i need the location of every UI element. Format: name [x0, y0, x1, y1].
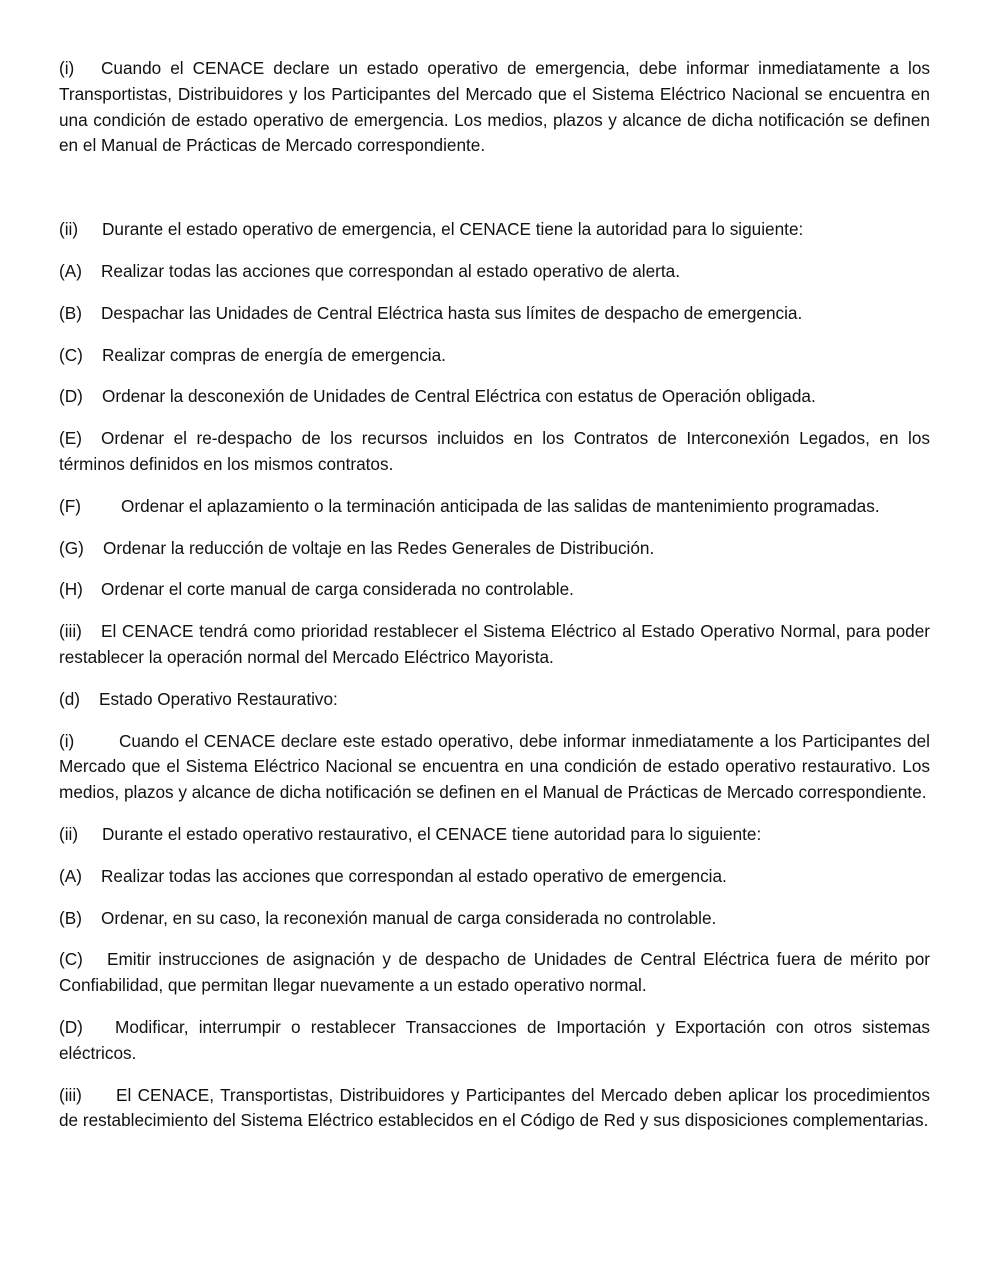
paragraph-label: (B): [59, 907, 82, 928]
paragraph-label: (D): [59, 1016, 83, 1037]
paragraph-label: (i): [59, 58, 75, 78]
paragraph-label: (C): [59, 344, 83, 365]
paragraph-emergency-h: [59, 577, 930, 603]
paragraph-emergency-f: [59, 494, 930, 520]
paragraph-text: Realizar todas las acciones que correspondan al estado operativo de alerta.: [101, 260, 681, 281]
paragraph-emergency-e: [59, 426, 930, 478]
paragraph-label: (iii): [59, 621, 82, 642]
paragraph-label: (ii): [59, 823, 79, 844]
paragraph-section-d: [59, 687, 930, 713]
paragraph-text: Cuando el CENACE declare este estado operativo, debe informar inmediatamente a los Participantes del Mercado que el Sistema Eléctrico Nacional se encuentra en una condición de estado operativo restaurativo. Los medios, plazos y alcance de dicha notificación se definen en el Manual de Prácticas de Mercado correspondiente.: [59, 730, 930, 803]
paragraph-restorative-b: [59, 906, 930, 932]
paragraph-text: Estado Operativo Restaurativo:: [99, 688, 338, 709]
paragraph-label: (E): [59, 428, 82, 449]
paragraph-text: Cuando el CENACE declare un estado operativo de emergencia, debe informar inmediatamente a los Transportistas, Distribuidores y los Participantes del Mercado que el Sistema Eléctrico Nacional se encuentra en una condición de estado operativo de emergencia. Los medios, plazos y alcance de dicha notificación se definen en el Manual de Prácticas de Mercado correspondiente.: [59, 58, 930, 156]
paragraph-text: Ordenar, en su caso, la reconexión manual de carga considerada no controlable.: [101, 907, 717, 928]
paragraph-emergency-iii: [59, 619, 930, 671]
paragraph-emergency-a: [59, 259, 930, 285]
paragraph-label: (D): [59, 386, 83, 407]
paragraph-label: (A): [59, 865, 82, 886]
paragraph-text: Durante el estado operativo restaurativo, el CENACE tiene autoridad para lo siguiente:: [102, 823, 762, 844]
paragraph-text: El CENACE, Transportistas, Distribuidores y Participantes del Mercado deben aplicar los procedimientos de restablecimiento del Sistema Eléctrico establecidos en el Código de Red y sus disposiciones complementarias.: [59, 1084, 930, 1131]
paragraph-text: Modificar, interrumpir o restablecer Transacciones de Importación y Exportación con otros sistemas eléctricos.: [59, 1016, 930, 1063]
paragraph-text: Ordenar la reducción de voltaje en las Redes Generales de Distribución.: [103, 537, 655, 558]
paragraph-text: Durante el estado operativo de emergencia, el CENACE tiene la autoridad para lo siguiente:: [102, 219, 804, 240]
paragraph-emergency-d: [59, 384, 930, 410]
paragraph-emergency-ii: [59, 217, 930, 243]
paragraph-text: Realizar todas las acciones que correspondan al estado operativo de emergencia.: [101, 865, 727, 886]
paragraph-restorative-d: [59, 1015, 930, 1067]
paragraph-label: (i): [59, 730, 75, 751]
paragraph-text: Despachar las Unidades de Central Eléctrica hasta sus límites de despacho de emergencia.: [101, 302, 803, 323]
paragraph-restorative-c: [59, 947, 930, 999]
paragraph-label: (F): [59, 495, 81, 516]
paragraph-label: (A): [59, 260, 82, 281]
paragraph-text: Ordenar el re-despacho de los recursos incluidos en los Contratos de Interconexión Legados, en los términos definidos en los mismos contratos.: [59, 428, 930, 474]
paragraph-text: Ordenar la desconexión de Unidades de Central Eléctrica con estatus de Operación obligada.: [102, 386, 816, 407]
paragraph-label: (iii): [59, 1084, 82, 1105]
paragraph-emergency-i: [59, 56, 930, 159]
paragraph-restorative-ii: [59, 822, 930, 848]
paragraph-text: Ordenar el aplazamiento o la terminación anticipada de las salidas de mantenimiento programadas.: [121, 495, 880, 516]
paragraph-restorative-a: [59, 864, 930, 890]
paragraph-restorative-i: [59, 729, 930, 806]
paragraph-label: (C): [59, 949, 83, 970]
paragraph-label: (G): [59, 537, 84, 558]
paragraph-emergency-g: [59, 536, 930, 562]
paragraph-restorative-iii: [59, 1083, 930, 1135]
paragraph-label: (ii): [59, 219, 79, 240]
paragraph-emergency-b: [59, 301, 930, 327]
paragraph-text: Emitir instrucciones de asignación y de despacho de Unidades de Central Eléctrica fuera de mérito por Confiabilidad, que permitan llegar nuevamente a un estado operativo normal.: [59, 949, 930, 996]
paragraph-label: (H): [59, 579, 83, 600]
paragraph-text: El CENACE tendrá como prioridad restablecer el Sistema Eléctrico al Estado Operativo Normal, para poder restablecer la operación normal del Mercado Eléctrico Mayorista.: [59, 621, 930, 667]
document-page: [59, 56, 930, 1150]
paragraph-text: Realizar compras de energía de emergencia.: [102, 344, 446, 365]
paragraph-text: Ordenar el corte manual de carga considerada no controlable.: [101, 579, 574, 600]
paragraph-label: (d): [59, 688, 81, 709]
paragraph-label: (B): [59, 302, 82, 323]
paragraph-emergency-c: [59, 343, 930, 369]
